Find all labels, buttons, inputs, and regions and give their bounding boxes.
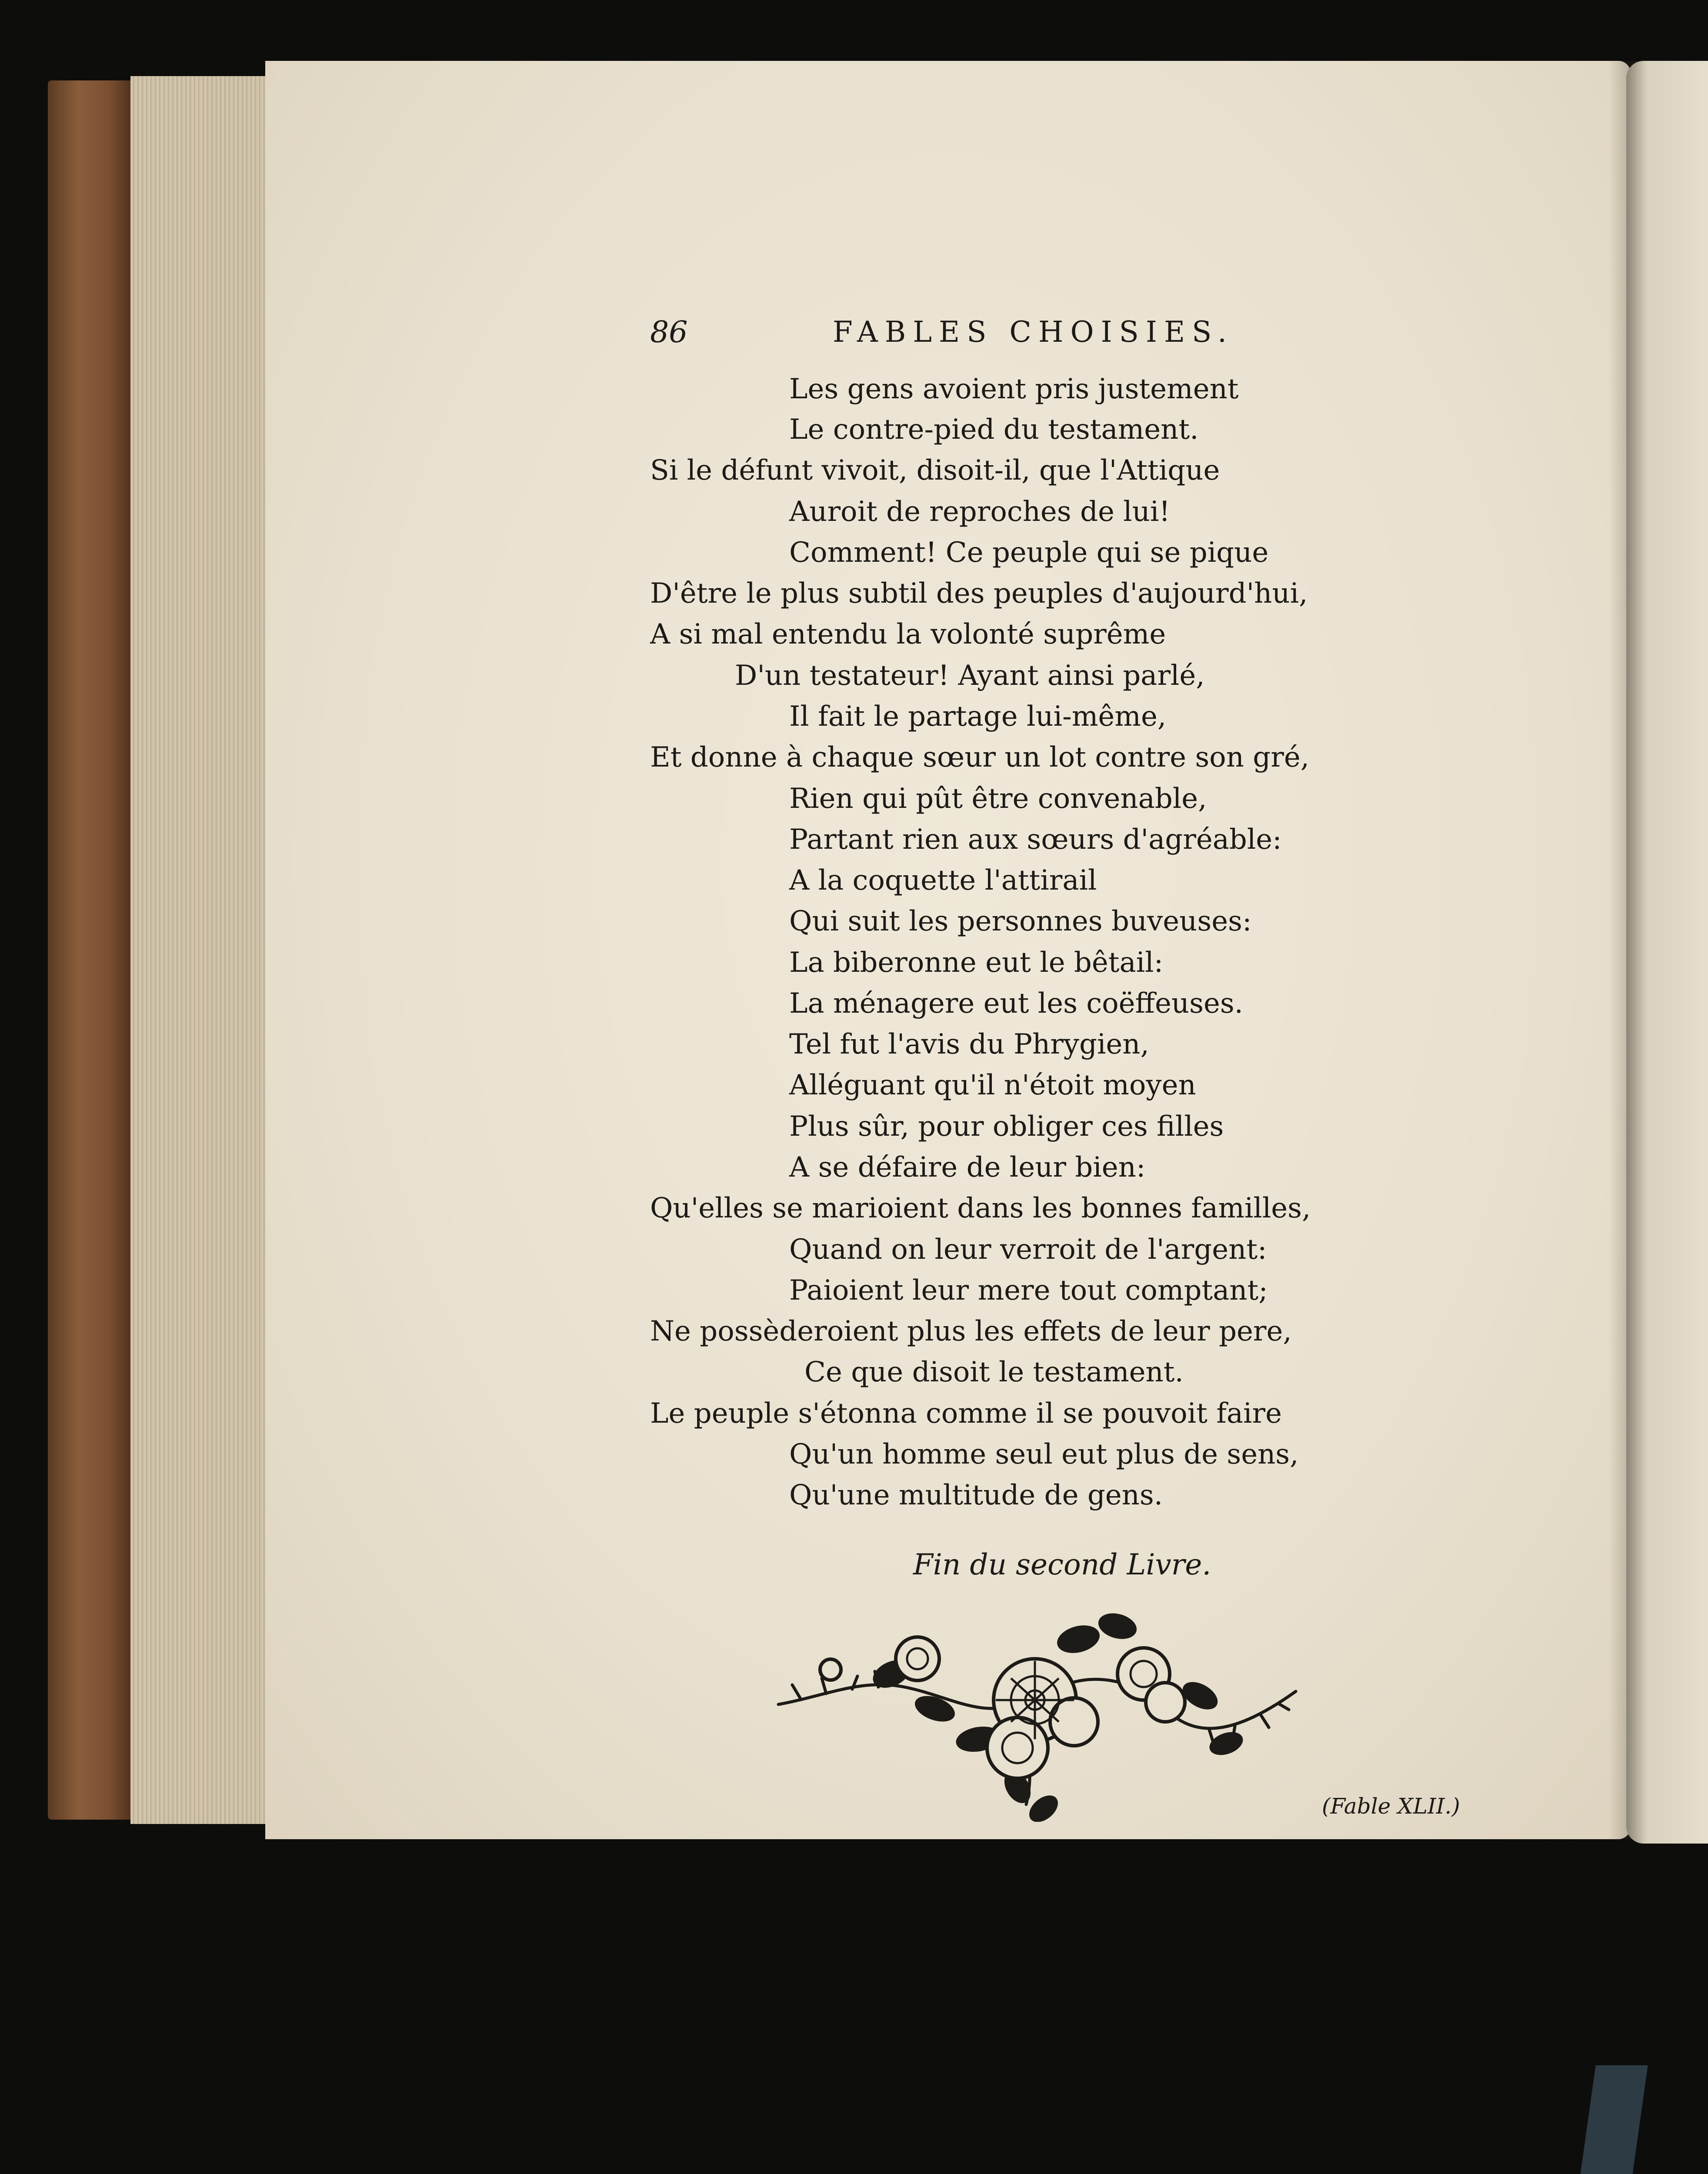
verse-line: Auroit de reproches de lui!	[789, 496, 1171, 528]
running-title: FABLES CHOISIES.	[833, 315, 1234, 349]
floral-vignette-icon	[774, 1604, 1300, 1822]
verse-line: Qu'elles se marioient dans les bonnes familles,	[650, 1192, 1311, 1224]
verse-line: A la coquette l'attirail	[789, 864, 1097, 897]
verse-line: Rien qui pût être convenable,	[789, 783, 1207, 815]
verse-line: D'un testateur! Ayant ainsi parlé,	[735, 660, 1205, 692]
verse-line: Il fait le partage lui-même,	[789, 700, 1167, 733]
verse-line: A se défaire de leur bien:	[789, 1151, 1146, 1184]
verse-line: Le contre-pied du testament.	[789, 413, 1199, 446]
verse-line: Quand on leur verroit de l'argent:	[789, 1234, 1267, 1266]
verse-line: Et donne à chaque sœur un lot contre son gré,	[650, 741, 1310, 774]
verse-line: D'être le plus subtil des peuples d'aujourd'hui,	[650, 577, 1308, 610]
end-of-book-note: Fin du second Livre.	[913, 1548, 1211, 1581]
verse-line: Paioient leur mere tout comptant;	[789, 1274, 1268, 1307]
fable-reference: (Fable XLII.)	[1322, 1794, 1460, 1819]
verse-line: La biberonne eut le bêtail:	[789, 947, 1164, 979]
verse-line: Partant rien aux sœurs d'agréable:	[789, 824, 1282, 856]
verse-line: A si mal entendu la volonté suprême	[650, 618, 1166, 650]
verse-line: Tel fut l'avis du Phrygien,	[789, 1028, 1149, 1060]
verse-line: Les gens avoient pris justement	[789, 373, 1239, 405]
verse-line: Qu'une multitude de gens.	[789, 1479, 1163, 1511]
verse-line: Plus sûr, pour obliger ces filles	[789, 1110, 1224, 1143]
page-number: 86	[650, 315, 688, 350]
verse-line: Si le défunt vivoit, disoit-il, que l'Attique	[650, 454, 1220, 487]
verse-line: Qui suit les personnes buveuses:	[789, 905, 1252, 937]
verse-line: Ce que disoit le testament.	[804, 1356, 1184, 1388]
verse-line: Ne possèderoient plus les effets de leur pere,	[650, 1315, 1292, 1347]
verse-line: Alléguant qu'il n'étoit moyen	[789, 1069, 1196, 1101]
verse-line: Comment! Ce peuple qui se pique	[789, 537, 1269, 569]
verse-line: La ménagere eut les coëffeuses.	[789, 987, 1243, 1020]
verse-line: Le peuple s'étonna comme il se pouvoit faire	[650, 1397, 1282, 1430]
verse-line: Qu'un homme seul eut plus de sens,	[789, 1438, 1299, 1470]
